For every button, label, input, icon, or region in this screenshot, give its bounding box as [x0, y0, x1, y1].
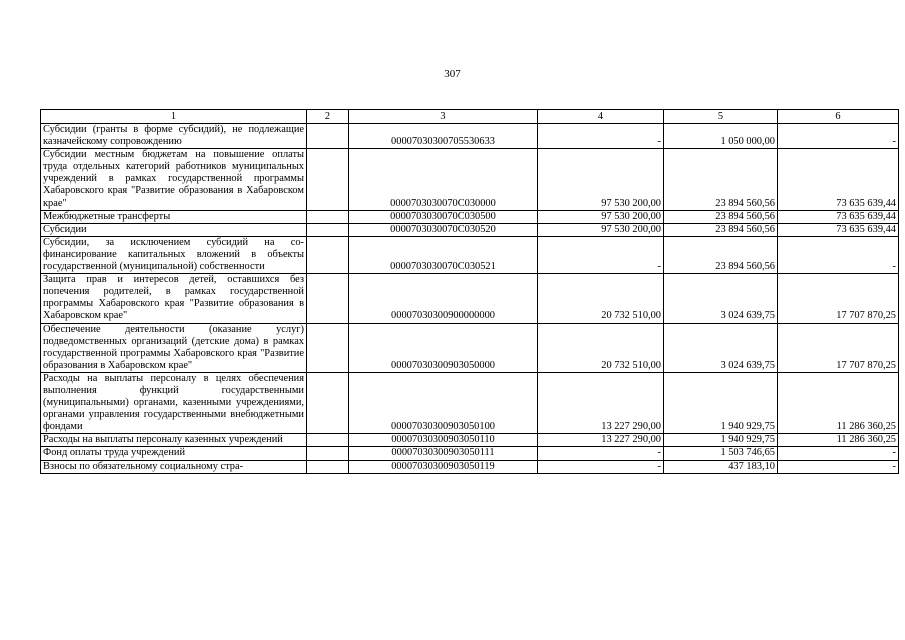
row-col2 — [307, 323, 349, 372]
table-row — [41, 236, 899, 273]
header-row — [41, 110, 899, 124]
row-value-5: 437 183,10 — [664, 460, 778, 473]
header-cell-4: 4 — [538, 110, 664, 124]
row-value-6: - — [778, 460, 899, 473]
row-value-6: 17 707 870,25 — [778, 274, 899, 323]
row-value-5: 1 050 000,00 — [664, 124, 778, 149]
row-name: Защита прав и интересов детей, оставшихся без попечения родителей, в рамках государственной программы Хабаровского края "Развитие образования в Хабаровском крае" — [41, 274, 307, 323]
header-cell-3: 3 — [349, 110, 538, 124]
row-value-6: 11 286 360,25 — [778, 434, 899, 447]
header-cell-5: 5 — [664, 110, 778, 124]
row-value-5: 23 894 560,56 — [664, 223, 778, 236]
row-value-4: - — [538, 124, 664, 149]
table-row — [41, 447, 899, 460]
table-row — [41, 372, 899, 433]
row-value-6: 73 635 639,44 — [778, 149, 899, 210]
row-col2 — [307, 124, 349, 149]
row-code: 0000703030070C030521 — [349, 236, 538, 273]
row-code: 0000703030070C030500 — [349, 210, 538, 223]
header-cell-2: 2 — [307, 110, 349, 124]
row-name: Субсидии — [41, 223, 307, 236]
row-code: 00007030300903050110 — [349, 434, 538, 447]
row-value-6: 73 635 639,44 — [778, 210, 899, 223]
row-code: 0000703030070C030000 — [349, 149, 538, 210]
row-value-6: 11 286 360,25 — [778, 372, 899, 433]
row-value-4: 97 530 200,00 — [538, 149, 664, 210]
header-cell-6: 6 — [778, 110, 899, 124]
row-name: Субсидии (гранты в форме субсидий), не подлежащие казначейскому сопровождению — [41, 124, 307, 149]
table-row — [41, 274, 899, 323]
row-value-6: 73 635 639,44 — [778, 223, 899, 236]
table-row — [41, 149, 899, 210]
row-value-6: - — [778, 447, 899, 460]
row-col2 — [307, 210, 349, 223]
table-row — [41, 434, 899, 447]
row-name: Обеспечение деятельности (оказание услуг) подведомственных организаций (детские дома) в рамках государственной программы Хабаровского края "Развитие образования в Хабаровском крае" — [41, 323, 307, 372]
row-value-5: 23 894 560,56 — [664, 149, 778, 210]
row-name: Расходы на выплаты персоналу казенных учреждений — [41, 434, 307, 447]
row-code: 00007030300903050119 — [349, 460, 538, 473]
row-name: Субсидии, за исключением субсидий на софинансирование капитальных вложений в объекты государственной (муниципальной) собственности — [41, 236, 307, 273]
row-value-4: 97 530 200,00 — [538, 223, 664, 236]
row-value-4: 97 530 200,00 — [538, 210, 664, 223]
row-name: Субсидии местным бюджетам на повышение оплаты труда отдельных категорий работников муниципальных учреждений в рамках государственной программы Хабаровского края "Развитие образования в Хабаровском крае" — [41, 149, 307, 210]
row-code: 00007030300903050111 — [349, 447, 538, 460]
row-col2 — [307, 223, 349, 236]
row-value-6: - — [778, 124, 899, 149]
row-value-5: 3 024 639,75 — [664, 274, 778, 323]
row-col2 — [307, 149, 349, 210]
row-value-4: 13 227 290,00 — [538, 372, 664, 433]
row-col2 — [307, 460, 349, 473]
row-name: Взносы по обязательному социальному стра- — [41, 460, 307, 473]
table-row — [41, 323, 899, 372]
row-value-5: 1 503 746,65 — [664, 447, 778, 460]
row-value-4: 13 227 290,00 — [538, 434, 664, 447]
row-code: 00007030300903050100 — [349, 372, 538, 433]
row-col2 — [307, 236, 349, 273]
row-code: 0000703030070C030520 — [349, 223, 538, 236]
row-value-6: - — [778, 236, 899, 273]
table-row — [41, 223, 899, 236]
row-code: 00007030300705530633 — [349, 124, 538, 149]
row-name: Расходы на выплаты персоналу в целях обеспечения выполнения функций государственными (муниципальными) органами, казенными учреждениями, органами управления государственными внебюджетными фондами — [41, 372, 307, 433]
row-value-6: 17 707 870,25 — [778, 323, 899, 372]
header-cell-1: 1 — [41, 110, 307, 124]
row-value-5: 1 940 929,75 — [664, 372, 778, 433]
budget-table — [40, 109, 899, 474]
row-value-5: 23 894 560,56 — [664, 236, 778, 273]
table-row — [41, 210, 899, 223]
row-value-4: - — [538, 447, 664, 460]
row-code: 00007030300900000000 — [349, 274, 538, 323]
page-number: 307 — [444, 68, 461, 80]
row-value-5: 23 894 560,56 — [664, 210, 778, 223]
table-row — [41, 124, 899, 149]
row-value-4: 20 732 510,00 — [538, 274, 664, 323]
row-value-4: 20 732 510,00 — [538, 323, 664, 372]
row-code: 00007030300903050000 — [349, 323, 538, 372]
row-col2 — [307, 372, 349, 433]
row-name: Фонд оплаты труда учреждений — [41, 447, 307, 460]
row-name: Межбюджетные трансферты — [41, 210, 307, 223]
row-col2 — [307, 274, 349, 323]
row-value-4: - — [538, 236, 664, 273]
row-col2 — [307, 447, 349, 460]
row-col2 — [307, 434, 349, 447]
row-value-5: 1 940 929,75 — [664, 434, 778, 447]
row-value-5: 3 024 639,75 — [664, 323, 778, 372]
row-value-4: - — [538, 460, 664, 473]
table-row — [41, 460, 899, 473]
